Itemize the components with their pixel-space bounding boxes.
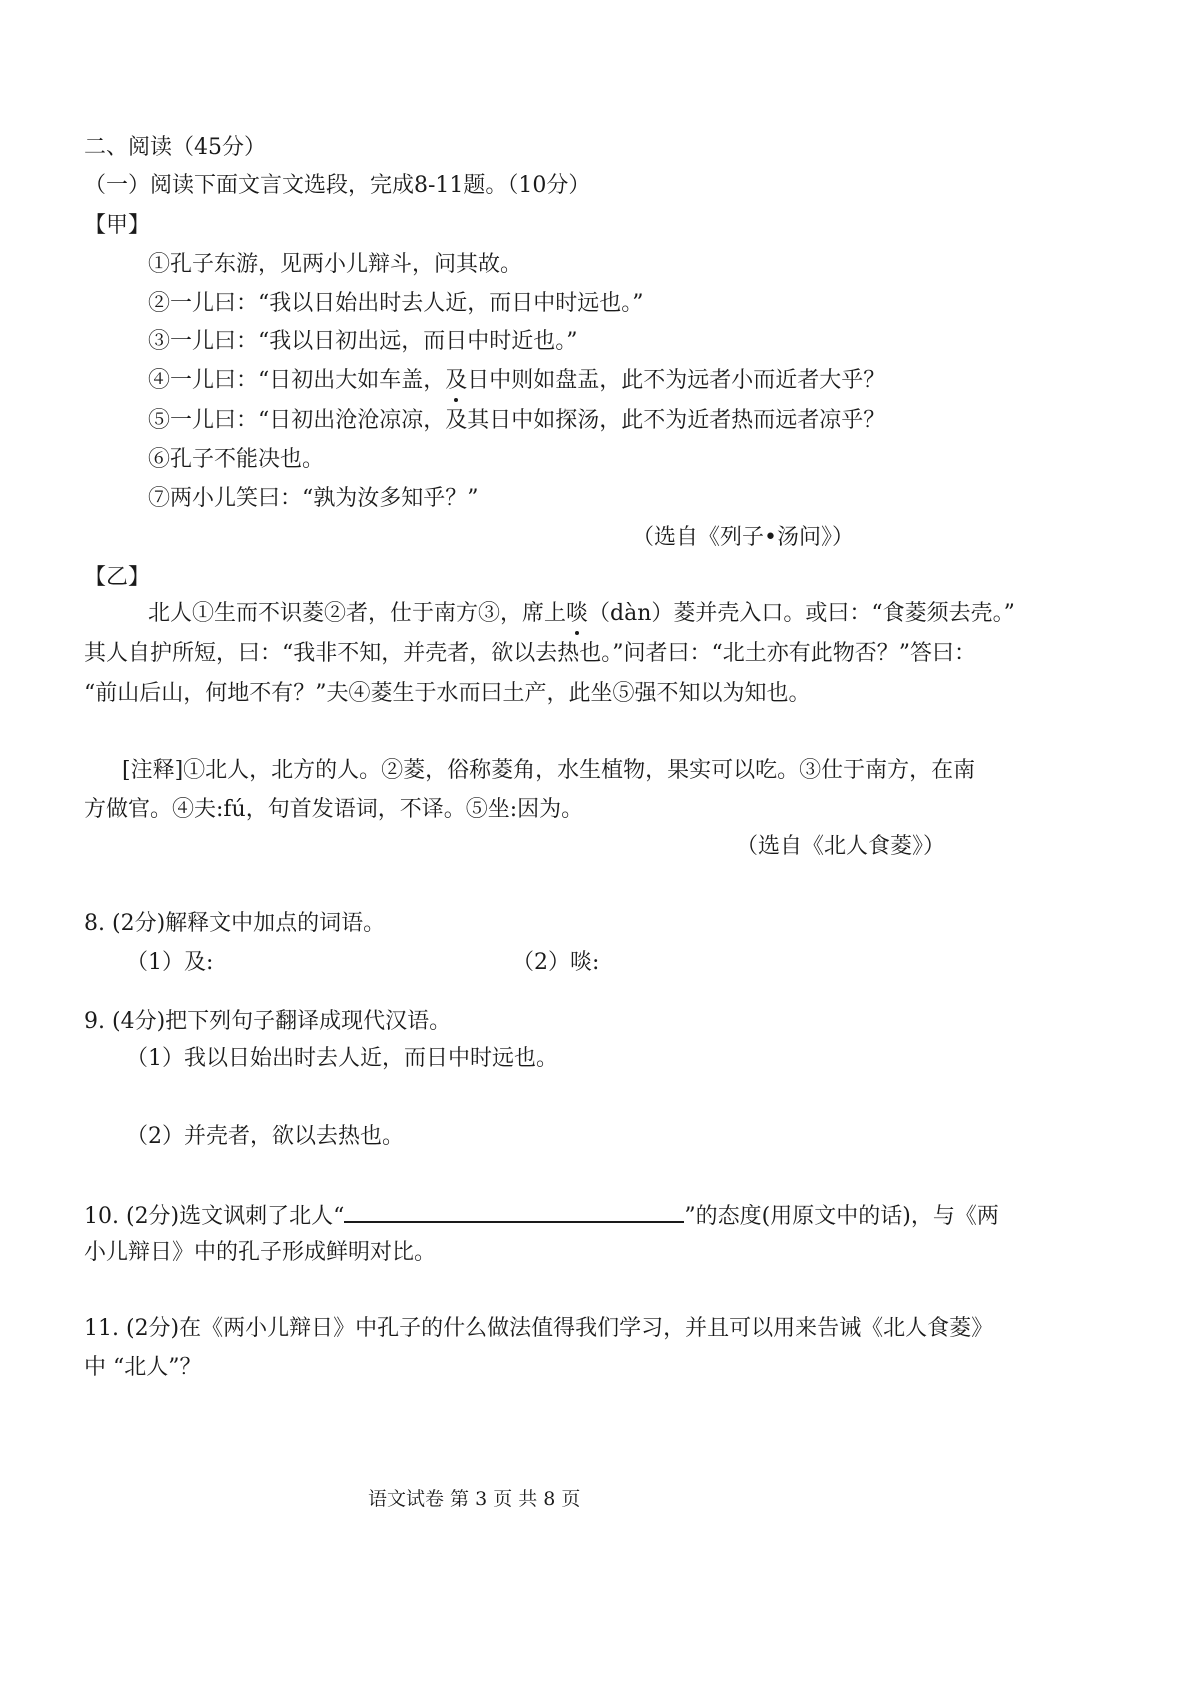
answer-blank[interactable] <box>344 1203 684 1223</box>
part-a-source: （选自《列子•汤问》） <box>632 525 854 550</box>
question-10-line2: 小儿辩日》中的孔子形成鲜明对比。 <box>84 1240 437 1265</box>
question-9-1: （1）我以日始出时去人近，而日中时远也。 <box>126 1046 558 1071</box>
part-b-label: 【乙】 <box>84 565 151 590</box>
part-a-line: ⑤一儿曰：“日初出沧沧凉凉，及其日中如探汤，此不为近者热而远者凉乎？ <box>148 408 886 433</box>
part-a-line: ⑦两小儿笑曰：“孰为汝多知乎？” <box>148 486 479 511</box>
question-9-2: （2）并壳者，欲以去热也。 <box>126 1124 404 1149</box>
part-a-line4-before: ④一儿曰：“日初出大如车盖， <box>148 368 446 393</box>
question-8: 8. (2分)解释文中加点的词语。 <box>84 911 386 936</box>
question-11-line2: 中 “北人”？ <box>84 1355 202 1380</box>
part-b-line: 其人自护所短，曰：“我非不知，并壳者，欲以去热也。”问者曰：“北土亦有此物否？”答曰： <box>84 641 976 666</box>
dotted-word-ji: 及 <box>445 368 468 393</box>
part-b-line1-before: 北人①生而不识菱②者，仕于南方③，席上 <box>148 601 567 626</box>
question-10-after: ”的态度(用原文中的话)，与《两 <box>684 1204 999 1229</box>
part-b-line1-after: （dàn）菱并壳入口。或曰：“食菱须去壳。” <box>588 601 1015 626</box>
subsection-title: （一）阅读下面文言文选段，完成8-11题。（10分） <box>84 173 591 198</box>
question-8-2: （2）啖: <box>512 950 600 975</box>
question-9: 9. (4分)把下列句子翻译成现代汉语。 <box>84 1009 452 1034</box>
question-10 <box>84 1203 999 1228</box>
part-b-source: （选自《北人食菱》） <box>736 834 946 859</box>
part-a-line: ①孔子东游，见两小儿辩斗，问其故。 <box>148 252 523 277</box>
part-a-line: ⑥孔子不能决也。 <box>148 447 325 472</box>
page-footer: 语文试卷 第 3 页 共 8 页 <box>368 1488 581 1510</box>
part-b-note: [注释]①北人，北方的人。②菱，俗称菱角，水生植物，果实可以吃。③仕于南方，在南 <box>122 758 976 783</box>
part-b-line <box>148 603 1015 625</box>
part-a-label: 【甲】 <box>84 213 151 238</box>
dotted-word-dan: 啖 <box>566 601 589 626</box>
part-a-line: ②一儿曰：“我以日始出时去人近，而日中时远也。” <box>148 291 644 316</box>
question-11: 11. (2分)在《两小儿辩日》中孔子的什么做法值得我们学习，并且可以用来告诫《北人食菱》 <box>84 1316 994 1341</box>
question-10-before: 10. (2分)选文讽刺了北人“ <box>84 1204 345 1229</box>
part-b-note: 方做官。④夫:fú，句首发语词，不译。⑤坐:因为。 <box>84 797 584 822</box>
part-a-line: ③一儿曰：“我以日初出远，而日中时近也。” <box>148 329 578 354</box>
question-8-1: （1）及: <box>126 950 214 975</box>
section-title: 二、阅读（45分） <box>84 135 266 160</box>
part-b-line: “前山后山，何地不有？”夫④菱生于水而曰土产，此坐⑤强不知以为知也。 <box>84 681 811 706</box>
part-a-line4-after: 日中则如盘盂，此不为远者小而近者大乎？ <box>467 368 886 393</box>
part-a-line <box>148 370 885 392</box>
